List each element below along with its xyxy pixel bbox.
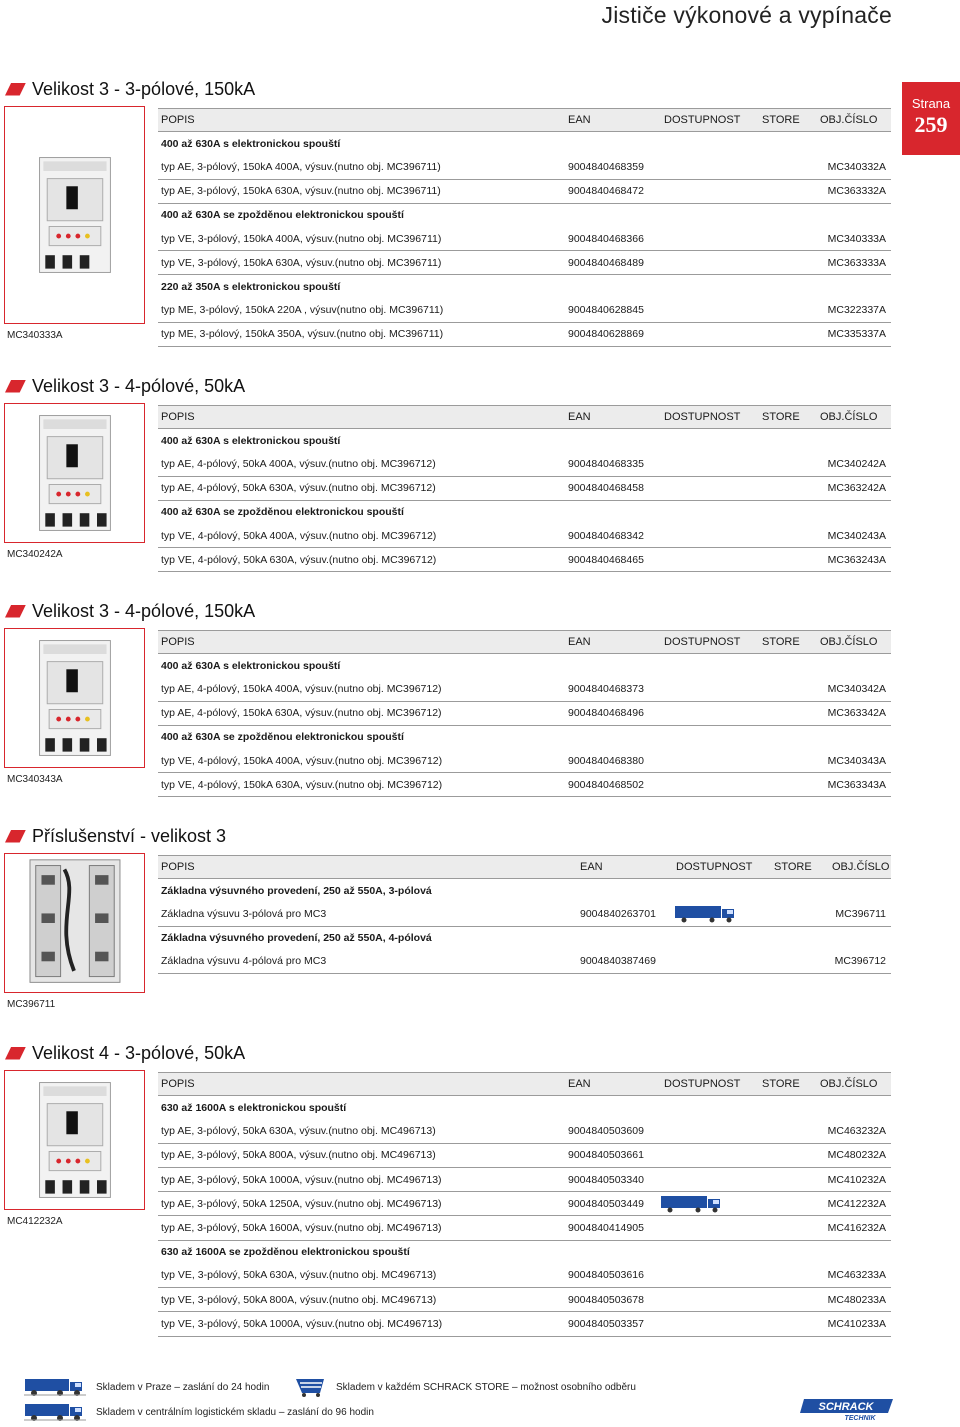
row-order-number: MC463233A (827, 1269, 886, 1282)
product-photo (7, 109, 142, 321)
row-description: typ ME, 3-pólový, 150kA 350A, výsuv.(nutno obj. MC396711) (161, 328, 444, 341)
truck-central-icon (24, 1402, 88, 1422)
group-label: 630 až 1600A se zpožděnou elektronickou spouští (161, 1246, 410, 1259)
group-label: 400 až 630A s elektronickou spouští (161, 659, 341, 672)
table-header-row (158, 405, 891, 429)
row-description: typ VE, 4-pólový, 50kA 630A, výsuv.(nutno obj. MC396712) (161, 553, 437, 566)
row-description: typ AE, 3-pólový, 50kA 1250A, výsuv.(nutno obj. MC496713) (161, 1197, 442, 1210)
table-group-row (158, 1241, 891, 1264)
col-header-popis: POPIS (161, 114, 195, 127)
table-row (158, 1288, 891, 1312)
row-ean: 9004840503661 (568, 1149, 644, 1162)
row-order-number: MC363342A (827, 707, 886, 720)
table-header-row (158, 630, 891, 654)
section-title: Velikost 4 - 3-pólové, 50kA (32, 1042, 246, 1063)
table-group-row (158, 654, 891, 677)
table-row (158, 1144, 891, 1168)
row-order-number: MC480232A (827, 1149, 886, 1162)
product-photo-frame (4, 403, 145, 543)
row-description: typ AE, 4-pólový, 150kA 400A, výsuv.(nutno obj. MC396712) (161, 682, 442, 695)
group-label: 400 až 630A s elektronickou spouští (161, 137, 341, 150)
table-row (158, 1168, 891, 1192)
row-ean: 9004840503616 (568, 1269, 644, 1282)
product-photo (7, 406, 142, 540)
table-row (158, 323, 891, 347)
table-row (158, 749, 891, 773)
page-badge-label: Strana (911, 96, 951, 111)
col-header-store: STORE (774, 861, 812, 874)
col-header-popis: POPIS (161, 1078, 195, 1091)
schrack-logo (800, 1397, 893, 1421)
section-title: Velikost 3 - 3-pólové, 150kA (32, 78, 256, 99)
table-row (158, 298, 891, 322)
row-order-number: MC340332A (827, 160, 886, 173)
col-header-store: STORE (762, 114, 800, 127)
row-order-number: MC396711 (835, 907, 886, 920)
row-order-number: MC340333A (827, 232, 886, 245)
row-ean: 9004840468380 (568, 754, 644, 767)
row-description: typ AE, 3-pólový, 50kA 1000A, výsuv.(nutno obj. MC496713) (161, 1173, 442, 1186)
row-description: Základna výsuvu 3-pólová pro MC3 (161, 907, 327, 920)
truck-praha-icon (24, 1377, 88, 1397)
row-description: typ AE, 4-pólový, 150kA 630A, výsuv.(nutno obj. MC396712) (161, 707, 442, 720)
row-description: typ AE, 3-pólový, 150kA 400A, výsuv.(nutno obj. MC396711) (161, 160, 441, 173)
row-description: typ AE, 3-pólový, 50kA 630A, výsuv.(nutno obj. MC496713) (161, 1124, 436, 1137)
section-bullet-icon (5, 605, 26, 618)
legend-store (294, 1377, 636, 1397)
col-header-ean: EAN (580, 861, 603, 874)
row-ean: 9004840263701 (580, 907, 656, 920)
row-description: typ AE, 4-pólový, 50kA 400A, výsuv.(nutno obj. MC396712) (161, 457, 436, 470)
group-label: 400 až 630A se zpožděnou elektronickou spouští (161, 209, 404, 222)
product-table (158, 405, 891, 572)
row-order-number: MC363243A (827, 553, 886, 566)
legend-praha (24, 1377, 269, 1397)
table-row (158, 1192, 891, 1216)
row-ean: 9004840468496 (568, 707, 644, 720)
row-order-number: MC412232A (827, 1197, 886, 1210)
row-order-number: MC340343A (827, 754, 886, 767)
group-label: 400 až 630A se zpožděnou elektronickou spouští (161, 731, 404, 744)
table-row (158, 1264, 891, 1288)
row-order-number: MC363333A (827, 256, 886, 269)
row-description: typ VE, 3-pólový, 50kA 800A, výsuv.(nutno obj. MC496713) (161, 1293, 437, 1306)
col-header-obj: OBJ.ČÍSLO (820, 114, 878, 127)
row-ean: 9004840628869 (568, 328, 644, 341)
table-header-row (158, 855, 891, 879)
col-header-dostupnost: DOSTUPNOST (664, 411, 741, 424)
row-order-number: MC322337A (827, 304, 886, 317)
row-description: typ VE, 3-pólový, 50kA 630A, výsuv.(nutno obj. MC496713) (161, 1269, 437, 1282)
legend-central (24, 1402, 374, 1422)
section-heading (5, 825, 226, 847)
product-photo-frame (4, 628, 145, 768)
row-description: typ VE, 3-pólový, 50kA 1000A, výsuv.(nutno obj. MC496713) (161, 1318, 443, 1331)
row-description: typ VE, 4-pólový, 50kA 400A, výsuv.(nutno obj. MC396712) (161, 529, 437, 542)
table-row (158, 677, 891, 701)
col-header-dostupnost: DOSTUPNOST (676, 861, 753, 874)
row-order-number: MC363242A (827, 482, 886, 495)
table-row (158, 155, 891, 179)
product-table (158, 1072, 891, 1337)
table-row (158, 524, 891, 548)
group-label: 220 až 350A s elektronickou spouští (161, 280, 341, 293)
row-description: typ VE, 3-pólový, 150kA 400A, výsuv.(nutno obj. MC396711) (161, 232, 442, 245)
table-group-row (158, 429, 891, 452)
row-description: typ VE, 4-pólový, 150kA 630A, výsuv.(nutno obj. MC396712) (161, 778, 443, 791)
page-number: 259 (914, 112, 948, 137)
page-badge (902, 82, 960, 155)
product-photo-frame (4, 106, 145, 324)
group-label: 400 až 630A se zpožděnou elektronickou spouští (161, 506, 404, 519)
row-order-number: MC363332A (827, 185, 886, 198)
product-photo (7, 1073, 142, 1207)
logo-text-technik: TECHNIK (844, 1415, 876, 1421)
section-bullet-icon (5, 830, 26, 843)
row-description: typ AE, 3-pólový, 150kA 630A, výsuv.(nutno obj. MC396711) (161, 185, 441, 198)
row-ean: 9004840468335 (568, 457, 644, 470)
row-order-number: MC340242A (827, 457, 886, 470)
row-ean: 9004840468489 (568, 256, 644, 269)
table-group-row (158, 132, 891, 155)
product-photo-frame (4, 853, 145, 993)
col-header-ean: EAN (568, 636, 591, 649)
row-ean: 9004840503609 (568, 1124, 644, 1137)
table-row (158, 1216, 891, 1240)
table-group-row (158, 879, 891, 902)
table-row (158, 452, 891, 476)
page-title: Jističe výkonové a vypínače (601, 2, 892, 28)
legend-praha-text: Skladem v Praze – zaslání do 24 hodin (96, 1381, 270, 1393)
row-ean: 9004840468373 (568, 682, 644, 695)
section-heading (5, 375, 245, 397)
row-description: typ AE, 4-pólový, 50kA 630A, výsuv.(nutno obj. MC396712) (161, 482, 436, 495)
row-order-number: MC410232A (827, 1173, 886, 1186)
section-heading (5, 600, 255, 622)
legend-store-text: Skladem v každém SCHRACK STORE – možnost osobního odběru (336, 1381, 636, 1393)
row-ean: 9004840503449 (568, 1197, 644, 1210)
shopping-cart-icon (294, 1377, 328, 1397)
row-ean: 9004840468472 (568, 185, 644, 198)
table-row (158, 227, 891, 251)
row-order-number: MC416232A (827, 1222, 886, 1235)
row-order-number: MC340243A (827, 529, 886, 542)
row-order-number: MC363343A (827, 778, 886, 791)
section-heading (5, 78, 255, 100)
col-header-store: STORE (762, 411, 800, 424)
table-row (158, 1312, 891, 1336)
row-description: typ VE, 4-pólový, 150kA 400A, výsuv.(nutno obj. MC396712) (161, 754, 443, 767)
row-order-number: MC335337A (827, 328, 886, 341)
truck-icon (660, 1195, 726, 1213)
col-header-popis: POPIS (161, 411, 195, 424)
col-header-store: STORE (762, 1078, 800, 1091)
col-header-ean: EAN (568, 114, 591, 127)
section-title: Velikost 3 - 4-pólové, 50kA (32, 375, 246, 396)
row-ean: 9004840468359 (568, 160, 644, 173)
product-photo-caption: MC340343A (7, 774, 63, 785)
group-label: Základna výsuvného provedení, 250 až 550A, 4-pólová (161, 932, 432, 945)
product-photo (7, 631, 142, 765)
col-header-obj: OBJ.ČÍSLO (820, 636, 878, 649)
col-header-dostupnost: DOSTUPNOST (664, 114, 741, 127)
product-table (158, 855, 891, 974)
product-table (158, 108, 891, 347)
group-label: Základna výsuvného provedení, 250 až 550A, 3-pólová (161, 884, 432, 897)
table-row (158, 1119, 891, 1143)
section-heading (5, 1042, 245, 1064)
product-table (158, 630, 891, 797)
row-ean: 9004840628845 (568, 304, 644, 317)
col-header-obj: OBJ.ČÍSLO (820, 411, 878, 424)
table-group-row (158, 927, 891, 950)
table-row (158, 702, 891, 726)
table-group-row (158, 204, 891, 227)
row-ean: 9004840468366 (568, 232, 644, 245)
col-header-popis: POPIS (161, 861, 195, 874)
col-header-dostupnost: DOSTUPNOST (664, 1078, 741, 1091)
row-ean: 9004840468458 (568, 482, 644, 495)
table-header-row (158, 1072, 891, 1096)
section-title: Příslušenství - velikost 3 (32, 825, 227, 846)
product-photo-caption: MC340242A (7, 549, 63, 560)
group-label: 630 až 1600A s elektronickou spouští (161, 1101, 347, 1114)
group-label: 400 až 630A s elektronickou spouští (161, 434, 341, 447)
row-ean: 9004840503678 (568, 1293, 644, 1306)
col-header-popis: POPIS (161, 636, 195, 649)
row-description: typ AE, 3-pólový, 50kA 800A, výsuv.(nutno obj. MC496713) (161, 1149, 436, 1162)
row-ean: 9004840503357 (568, 1318, 644, 1331)
row-ean: 9004840414905 (568, 1222, 644, 1235)
section-bullet-icon (5, 1047, 26, 1060)
row-ean: 9004840468342 (568, 529, 644, 542)
table-row (158, 477, 891, 501)
row-order-number: MC410233A (827, 1318, 886, 1331)
col-header-obj: OBJ.ČÍSLO (832, 861, 890, 874)
product-photo-frame (4, 1070, 145, 1210)
col-header-ean: EAN (568, 411, 591, 424)
table-group-row (158, 1096, 891, 1119)
row-ean: 9004840468465 (568, 553, 644, 566)
table-group-row (158, 501, 891, 524)
col-header-obj: OBJ.ČÍSLO (820, 1078, 878, 1091)
row-order-number: MC463232A (827, 1124, 886, 1137)
section-bullet-icon (5, 83, 26, 96)
table-group-row (158, 275, 891, 298)
row-ean: 9004840468502 (568, 778, 644, 791)
logo-text-schrack: SCHRACK (818, 1401, 874, 1413)
section-title: Velikost 3 - 4-pólové, 150kA (32, 600, 256, 621)
row-description: Základna výsuvu 4-pólová pro MC3 (161, 955, 327, 968)
product-photo-caption: MC340333A (7, 330, 63, 341)
table-row (158, 950, 891, 974)
col-header-dostupnost: DOSTUPNOST (664, 636, 741, 649)
table-row (158, 773, 891, 797)
product-photo (7, 856, 142, 990)
section-bullet-icon (5, 380, 26, 393)
row-ean: 9004840503340 (568, 1173, 644, 1186)
truck-icon (674, 905, 740, 923)
table-header-row (158, 108, 891, 132)
table-row (158, 548, 891, 572)
product-photo-caption: MC412232A (7, 1216, 63, 1227)
row-order-number: MC480233A (827, 1293, 886, 1306)
row-order-number: MC396712 (834, 955, 886, 968)
col-header-ean: EAN (568, 1078, 591, 1091)
row-description: typ VE, 3-pólový, 150kA 630A, výsuv.(nutno obj. MC396711) (161, 256, 442, 269)
row-ean: 9004840387469 (580, 955, 656, 968)
row-description: typ AE, 3-pólový, 50kA 1600A, výsuv.(nutno obj. MC496713) (161, 1222, 442, 1235)
row-description: typ ME, 3-pólový, 150kA 220A , výsuv(nutno obj. MC396711) (161, 304, 444, 317)
col-header-store: STORE (762, 636, 800, 649)
table-row (158, 251, 891, 275)
product-photo-caption: MC396711 (7, 999, 56, 1010)
table-row (158, 180, 891, 204)
table-group-row (158, 726, 891, 749)
legend-central-text: Skladem v centrálním logistickém skladu – zaslání do 96 hodin (96, 1406, 374, 1418)
row-order-number: MC340342A (827, 682, 886, 695)
table-row (158, 902, 891, 926)
